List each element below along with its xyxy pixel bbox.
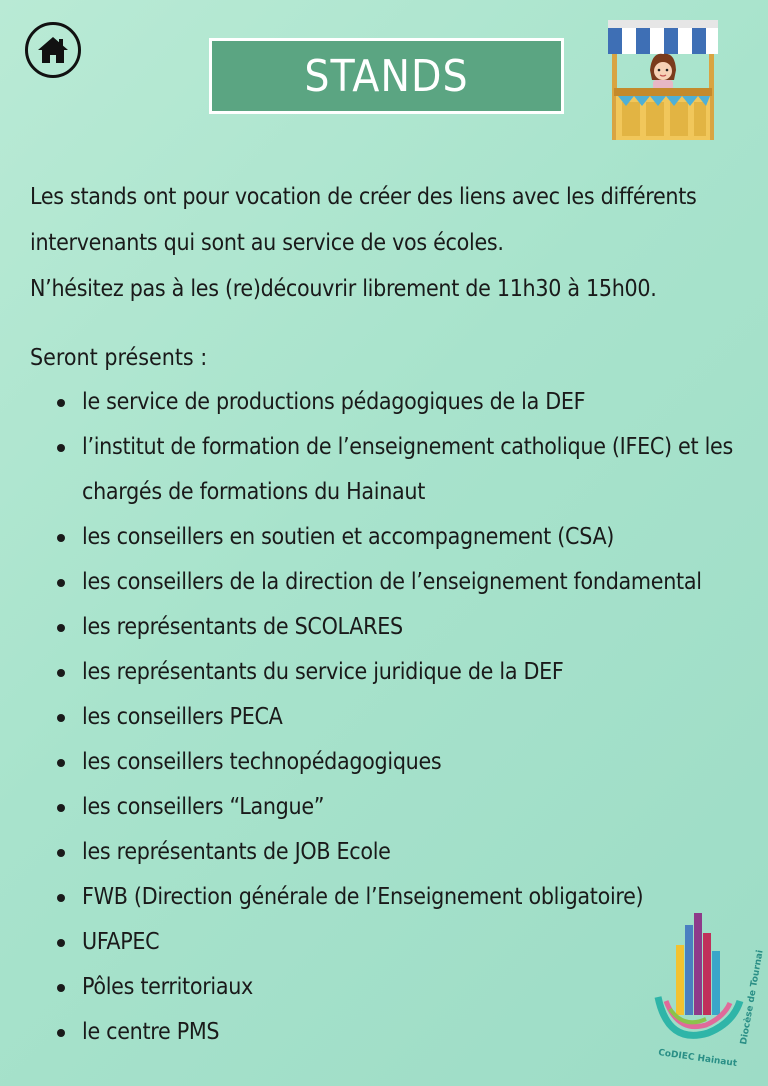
list-item: l’institut de formation de l’enseignement catholique (IFEC) et les chargés de formations du Hainaut xyxy=(30,425,750,515)
list-item: les conseillers en soutien et accompagnement (CSA) xyxy=(30,515,750,560)
list-item: UFAPEC xyxy=(30,920,750,965)
page-title: STANDS xyxy=(304,50,469,102)
svg-text:Diocèse de Tournai: Diocèse de Tournai xyxy=(739,949,766,1046)
svg-text:CoDIEC Hainaut: CoDIEC Hainaut xyxy=(657,1048,738,1070)
list-item: les représentants de SCOLARES xyxy=(30,605,750,650)
list-item: Pôles territoriaux xyxy=(30,965,750,1010)
home-icon xyxy=(37,35,69,65)
list-heading: Seront présents : xyxy=(30,345,208,371)
list-item: FWB (Direction générale de l’Enseignement obligatoire) xyxy=(30,875,750,920)
list-item: le service de productions pédagogiques de la DEF xyxy=(30,380,750,425)
list-item: le centre PMS xyxy=(30,1010,750,1055)
list-item: les représentants de JOB Ecole xyxy=(30,830,750,875)
codiec-logo xyxy=(648,905,766,1070)
intro-line: intervenants qui sont au service de vos écoles. xyxy=(30,230,504,256)
home-button[interactable] xyxy=(25,22,81,78)
intro-text xyxy=(30,174,750,312)
list-item: les conseillers “Langue” xyxy=(30,785,750,830)
intro-line: N’hésitez pas à les (re)découvrir librement de 11h30 à 15h00. xyxy=(30,276,657,302)
participants-list xyxy=(30,380,750,1055)
market-stand-icon xyxy=(604,18,722,142)
list-item: les conseillers de la direction de l’enseignement fondamental xyxy=(30,560,750,605)
list-item: les représentants du service juridique de la DEF xyxy=(30,650,750,695)
list-item: les conseillers PECA xyxy=(30,695,750,740)
list-item: les conseillers technopédagogiques xyxy=(30,740,750,785)
page-title-box xyxy=(209,38,564,114)
intro-line: Les stands ont pour vocation de créer des liens avec les différents xyxy=(30,184,697,210)
